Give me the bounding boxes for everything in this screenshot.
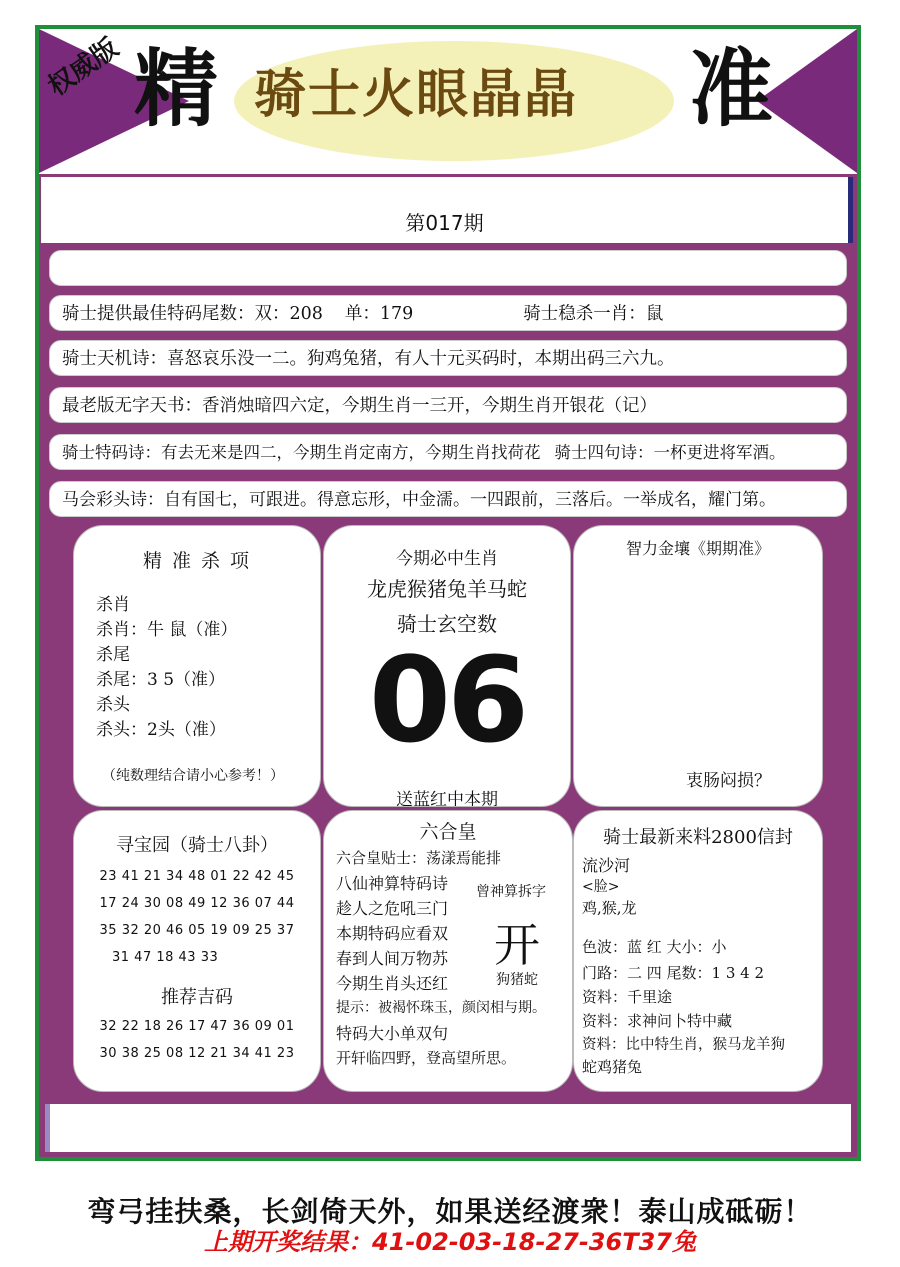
wisdom-card — [573, 525, 823, 807]
liuhe-title: 六合皇 — [419, 821, 477, 843]
recommend-row: 32 22 18 26 17 47 36 09 01 — [99, 1019, 295, 1034]
kill-row: 杀尾：3 5（准） — [96, 670, 226, 690]
liuhe-card — [323, 810, 573, 1092]
letter-row: 色波：蓝 红 大小：小 — [582, 938, 727, 956]
poem-label: 骑士天机诗： — [62, 349, 167, 369]
number-row: 17 24 30 08 49 12 36 07 44 — [99, 896, 295, 911]
recommend-row: 30 38 25 08 12 21 34 41 23 — [99, 1046, 295, 1061]
letter-row: 鸡,猴,龙 — [582, 899, 637, 917]
liuhe-row: 本期特码应看双 — [336, 924, 449, 943]
slogan: 弯弓挂扶桑，长剑倚天外，如果送经渡衆！泰山成砥砺！ — [87, 1195, 813, 1228]
issue-bar — [41, 177, 853, 243]
number-row: 31 47 18 43 33 — [112, 950, 219, 965]
liuhe-row: 提示：被褐怀珠玉，颜闵相与期。 — [336, 1000, 546, 1016]
kill-label: 骑士稳杀一肖： — [523, 304, 646, 324]
liuhe-row: 八仙神算特码诗 — [336, 874, 449, 893]
horse-text: 自有国七，可跟进。得意忘形，中金濡。一四跟前，三落后。一举成名，耀门第。 — [164, 490, 776, 510]
liuhe-row: 趁人之危吼三门 — [336, 899, 449, 918]
letter-row: 资料：比中特生肖，猴马龙羊狗 — [582, 1037, 785, 1053]
wisdom-title: 智力金壤《期期准》 — [625, 539, 770, 558]
special-line — [49, 434, 847, 470]
treasure-title: 寻宝园（骑士八卦） — [116, 835, 278, 856]
horse-label: 马会彩头诗： — [62, 490, 164, 510]
kill-row: 杀尾 — [96, 645, 130, 665]
center-foot: 送蓝红中本期 — [396, 790, 498, 807]
wisdom-foot: 衷肠闷损？ — [686, 771, 771, 791]
liuhe-row: 春到人间万物苏 — [336, 949, 449, 968]
four-text: 一杯更进将军酒。 — [653, 443, 786, 462]
tail-line — [49, 295, 847, 331]
liuhe-row: 今期生肖头还红 — [336, 974, 449, 993]
kill-card-title: 精 准 杀 项 — [142, 550, 252, 572]
left-big-char: 精 — [134, 39, 219, 138]
tail-single: 单：179 — [344, 304, 414, 324]
poem-text: 喜怒哀乐没一二。狗鸡兔猪，有人十元买码时，本期出码三六九。 — [167, 349, 675, 369]
book-label: 最老版无字天书： — [62, 396, 202, 416]
treasure-card — [73, 810, 321, 1092]
bottom-bar — [45, 1104, 851, 1152]
special-text: 有去无来是四二，今期生肖定南方，今期生肖找荷花 — [161, 443, 541, 462]
issue-number: 第017期 — [405, 211, 484, 235]
split-char: 开 — [494, 918, 540, 972]
four-label: 骑士四句诗： — [554, 443, 654, 462]
special-label: 骑士特码诗： — [62, 443, 161, 462]
liuhe-row: 开轩临四野，登高望所思。 — [336, 1049, 517, 1067]
main-frame — [35, 25, 861, 1161]
center-line-1: 今期必中生肖 — [396, 549, 498, 569]
page-title: 骑士火眼晶晶 — [254, 64, 579, 125]
kill-value: 鼠 — [645, 304, 664, 324]
header — [39, 29, 857, 174]
kill-row: 杀肖：牛 鼠（准） — [96, 620, 238, 640]
number-row: 35 32 20 46 05 19 09 25 37 — [99, 923, 295, 938]
book-text: 香消烛暗四六定，今期生肖一三开，今期生肖开银花（记） — [202, 396, 657, 416]
kill-row: 杀肖 — [96, 595, 130, 615]
center-line-3: 骑士玄空数 — [397, 612, 497, 636]
tail-double: 双：208 — [254, 304, 323, 324]
kill-row: 杀头 — [96, 695, 130, 715]
horse-line — [49, 481, 847, 517]
letter-row: 资料：千里途 — [582, 988, 673, 1006]
authority-badge: 权威版 — [42, 32, 124, 103]
center-line-2: 龙虎猴猪兔羊马蛇 — [367, 577, 527, 601]
number-row: 23 41 21 34 48 01 22 42 45 — [99, 869, 295, 884]
letter-row: <脸> — [582, 879, 620, 895]
right-big-char: 准 — [689, 39, 774, 138]
center-card — [323, 525, 571, 807]
liuhe-row: 六合皇贴士：荡漾焉能排 — [336, 849, 502, 867]
letter-row: 资料：求神问卜特中藏 — [582, 1012, 733, 1030]
letter-card — [573, 810, 823, 1092]
letter-row: 门路：二 四 尾数：1 3 4 2 — [582, 964, 765, 982]
book-line — [49, 387, 847, 423]
kill-row: 杀头：2头（准） — [96, 720, 226, 740]
recommend-title: 推荐吉码 — [161, 987, 233, 1008]
poem-line — [49, 340, 847, 376]
lucky-number: 06 — [368, 631, 526, 769]
kill-note: （纯数理结合请小心参考！） — [102, 768, 284, 784]
split-char-label: 曾神算拆字 — [476, 884, 546, 900]
letter-title: 骑士最新来料2800信封 — [603, 827, 793, 848]
tail-label: 骑士提供最佳特码尾数： — [62, 304, 255, 324]
letter-row: 流沙河 — [582, 856, 631, 875]
empty-banner — [49, 250, 847, 286]
liuhe-row: 特码大小单双句 — [336, 1024, 449, 1043]
letter-row — [582, 919, 822, 933]
last-result: 上期开奖结果：41-02-03-18-27-36T37兔 — [204, 1228, 696, 1256]
letter-row: 蛇鸡猪兔 — [582, 1058, 643, 1076]
kill-card — [73, 525, 321, 807]
split-char-foot: 狗猪蛇 — [496, 972, 538, 988]
